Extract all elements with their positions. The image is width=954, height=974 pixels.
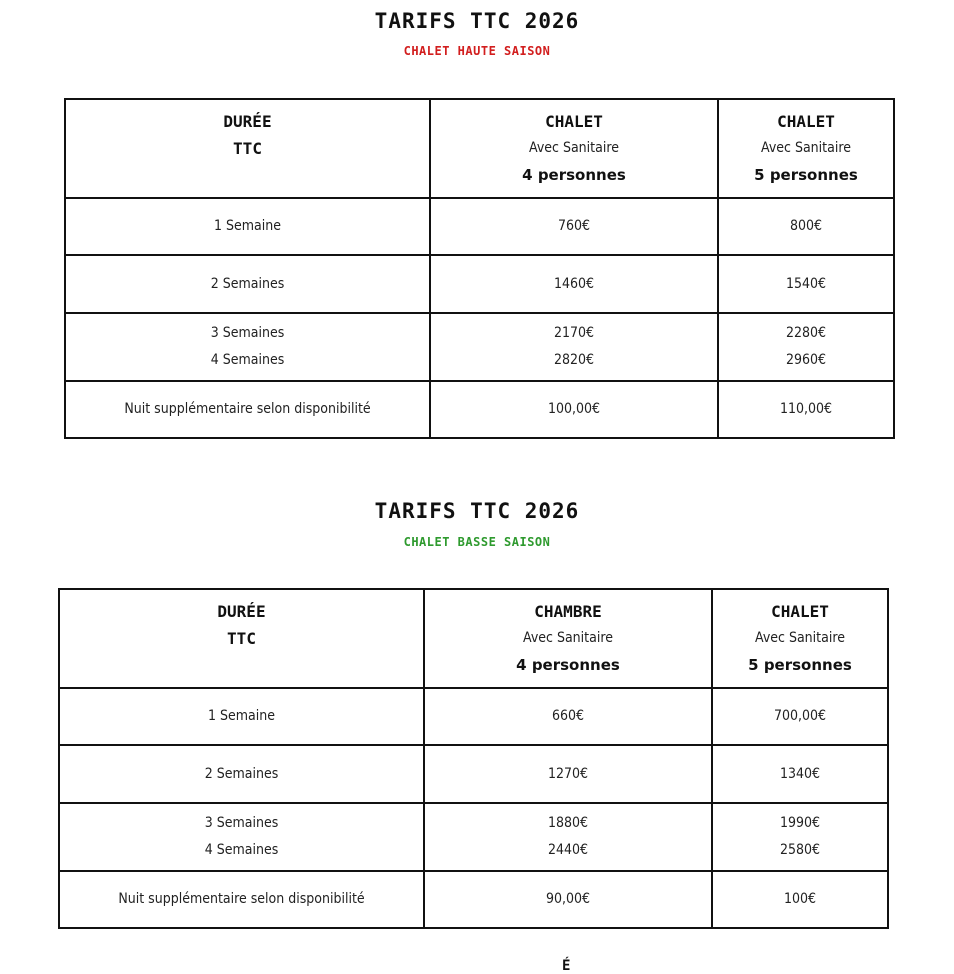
cell-text: 4 Semaines bbox=[210, 352, 285, 368]
row-price-4p bbox=[424, 688, 712, 745]
section-2-subtitle: CHALET BASSE SAISON bbox=[403, 535, 551, 549]
table-row bbox=[59, 803, 888, 871]
header-duree-label: DURÉE bbox=[223, 112, 272, 131]
cell-text: 1990€ bbox=[779, 815, 821, 831]
table-row bbox=[65, 255, 894, 313]
header-persons: 4 personnes bbox=[516, 656, 620, 674]
header-persons: 4 personnes bbox=[522, 166, 626, 184]
cell-text: 700,00€ bbox=[773, 708, 827, 724]
row-price-5p bbox=[712, 745, 888, 803]
table-header-row bbox=[65, 99, 894, 198]
cell-text: 800€ bbox=[789, 218, 823, 234]
footer-partial-heading: É bbox=[562, 958, 571, 974]
row-price-4p bbox=[424, 745, 712, 803]
header-type: CHALET bbox=[545, 112, 603, 131]
header-sanitaire: Avec Sanitaire bbox=[761, 140, 851, 156]
header-duree bbox=[59, 589, 424, 688]
row-price-5p bbox=[718, 313, 894, 381]
cell-text: 4 Semaines bbox=[204, 842, 279, 858]
header-col-5p bbox=[712, 589, 888, 688]
header-ttc-label: TTC bbox=[233, 139, 262, 158]
cell-text: 1270€ bbox=[547, 765, 589, 782]
row-price-4p bbox=[424, 803, 712, 871]
table-row bbox=[59, 688, 888, 745]
table-row bbox=[65, 313, 894, 381]
header-col-4p bbox=[424, 589, 712, 688]
row-label bbox=[65, 381, 430, 438]
cell-text: 2280€ bbox=[785, 325, 827, 341]
table-row bbox=[59, 871, 888, 928]
row-label bbox=[65, 313, 430, 381]
row-price-5p bbox=[712, 803, 888, 871]
cell-text: 1540€ bbox=[785, 275, 827, 292]
cell-text: 1880€ bbox=[547, 815, 589, 831]
row-label bbox=[59, 688, 424, 745]
header-col-5p bbox=[718, 99, 894, 198]
cell-text: 2440€ bbox=[547, 842, 589, 858]
cell-text: Nuit supplémentaire selon disponibilité bbox=[124, 401, 371, 417]
section-2-title: TARIFS TTC 2026 bbox=[374, 499, 580, 523]
table-header-row bbox=[59, 589, 888, 688]
row-price-5p bbox=[712, 871, 888, 928]
row-label bbox=[65, 255, 430, 313]
cell-text: 100,00€ bbox=[547, 401, 601, 417]
cell-text: 760€ bbox=[557, 218, 591, 234]
cell-text: 2820€ bbox=[553, 352, 595, 368]
cell-text: 3 Semaines bbox=[204, 815, 279, 831]
row-price-4p bbox=[430, 313, 718, 381]
header-type: CHALET bbox=[777, 112, 835, 131]
cell-text: Nuit supplémentaire selon disponibilité bbox=[118, 891, 365, 907]
row-price-5p bbox=[718, 381, 894, 438]
header-duree-label: DURÉE bbox=[217, 602, 266, 621]
header-persons: 5 personnes bbox=[754, 166, 858, 184]
cell-text: 1 Semaine bbox=[214, 218, 281, 234]
row-price-4p bbox=[430, 255, 718, 313]
header-type: CHALET bbox=[771, 602, 829, 621]
row-price-4p bbox=[430, 198, 718, 255]
row-label bbox=[59, 803, 424, 871]
row-price-4p bbox=[424, 871, 712, 928]
cell-text: 3 Semaines bbox=[210, 325, 285, 341]
tarifs-table-haute-saison bbox=[64, 98, 895, 439]
row-price-5p bbox=[718, 255, 894, 313]
row-label bbox=[59, 871, 424, 928]
header-persons: 5 personnes bbox=[748, 656, 852, 674]
header-col-4p bbox=[430, 99, 718, 198]
header-sanitaire: Avec Sanitaire bbox=[529, 140, 619, 156]
row-label bbox=[59, 745, 424, 803]
cell-text: 2580€ bbox=[779, 842, 821, 858]
header-type: CHAMBRE bbox=[534, 602, 602, 621]
table-row bbox=[65, 381, 894, 438]
section-1-title: TARIFS TTC 2026 bbox=[374, 9, 580, 33]
cell-text: 660€ bbox=[551, 708, 585, 724]
section-1-subtitle: CHALET HAUTE SAISON bbox=[403, 44, 551, 58]
header-ttc-label: TTC bbox=[227, 629, 256, 648]
header-duree bbox=[65, 99, 430, 198]
table-row bbox=[59, 745, 888, 803]
cell-text: 90,00€ bbox=[545, 891, 591, 907]
cell-text: 2960€ bbox=[785, 352, 827, 368]
table-row bbox=[65, 198, 894, 255]
cell-text: 2 Semaines bbox=[204, 765, 279, 782]
cell-text: 100€ bbox=[783, 891, 817, 907]
cell-text: 1460€ bbox=[553, 275, 595, 292]
row-label bbox=[65, 198, 430, 255]
tarifs-table-basse-saison bbox=[58, 588, 889, 929]
cell-text: 2170€ bbox=[553, 325, 595, 341]
row-price-5p bbox=[718, 198, 894, 255]
row-price-5p bbox=[712, 688, 888, 745]
header-sanitaire: Avec Sanitaire bbox=[755, 630, 845, 646]
cell-text: 110,00€ bbox=[779, 401, 833, 417]
row-price-4p bbox=[430, 381, 718, 438]
cell-text: 1 Semaine bbox=[208, 708, 275, 724]
cell-text: 1340€ bbox=[779, 765, 821, 782]
header-sanitaire: Avec Sanitaire bbox=[523, 630, 613, 646]
cell-text: 2 Semaines bbox=[210, 275, 285, 292]
